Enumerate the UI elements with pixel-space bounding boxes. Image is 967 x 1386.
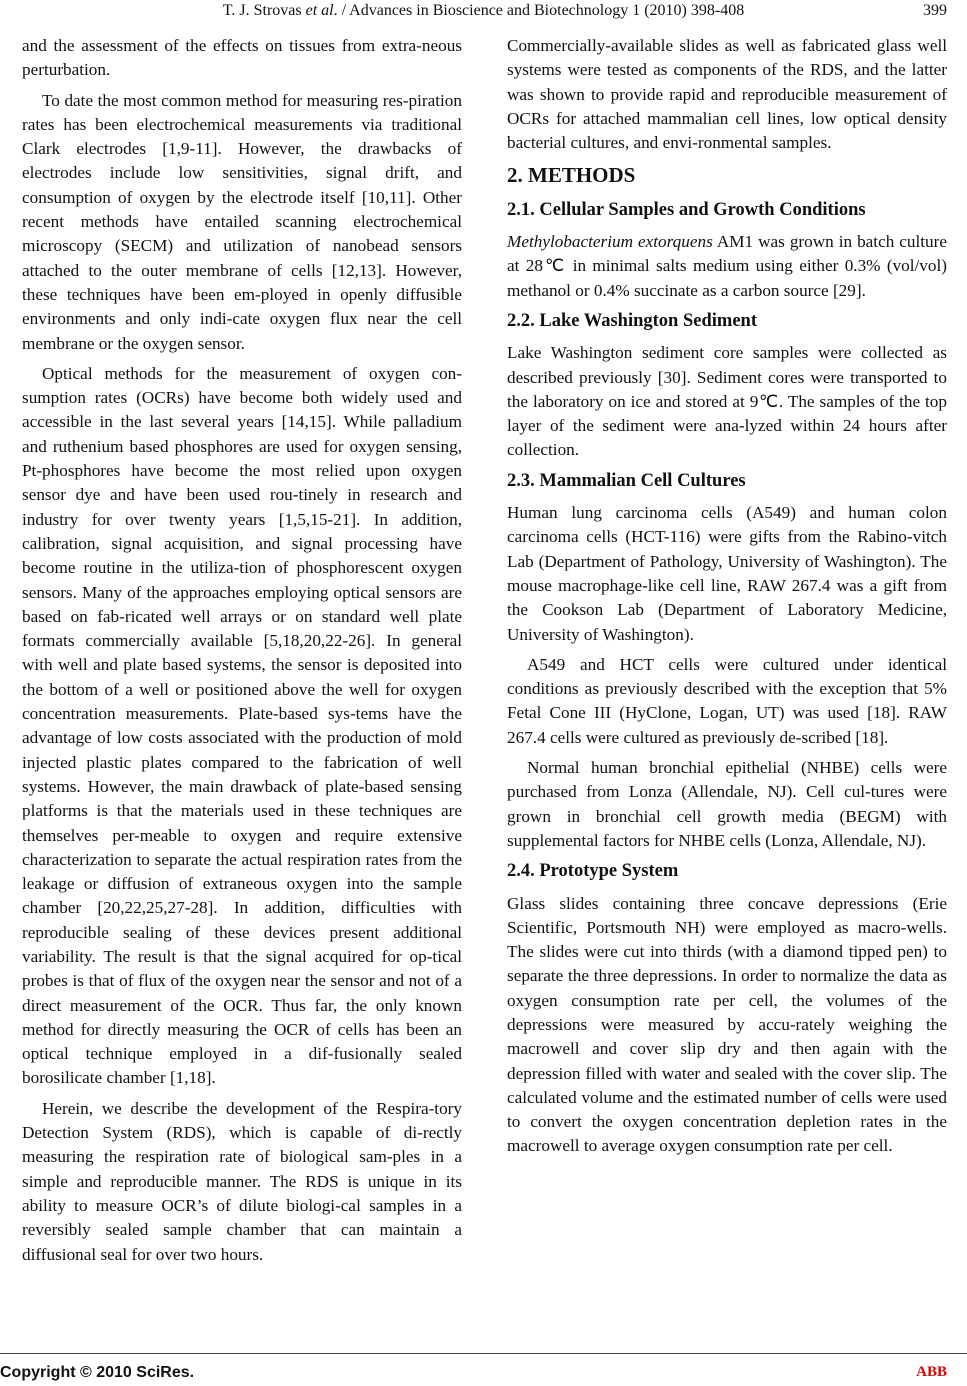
paragraph: Optical methods for the measurement of oxygen con-sumption rates (OCRs) have become both widely used and accessible in the last several years [14,15]. While palladium and ruthenium based phosphores are used for oxygen sensing, Pt-phosphores have become the most relied upon oxygen sensor dye and have been used rou-tinely in research and industry for over twenty years [1,5,15-21]. In addition, calibration, signal acquisition, and signal processing have become routine in the utiliza-tion of phosphorescent oxygen sensors. Many of the approaches employing optical sensors are based on fab-ricated well arrays or on standard well plate formats commercially available [5,18,20,22-26]. In general with well and plate based systems, the sensor is deposited into the bottom of a well or positioned above the well for oxygen concentration measurements. Plate-based sys-tems have the advantage of low costs associated with the production of mold injected plastic plates compared to the fabrication of well systems. However, the main drawback of plate-based sensing platforms is that the materials used in these techniques are themselves per-meable to oxygen and require extensive characterization to separate the actual respiration rates from the leakage or diffusion of extraneous oxygen into the sample chamber [20,22,25,27-28]. In addition, difficulties with reproducible sealing of these devices present additional variability. The result is that the signal acquired for op-tical probes is that of flux of the oxygen near the sensor and not of a direct measurement of the OCR. Thus far, the only known method for directly measuring the OCR of cells has been an optical technique employed in a dif-fusionally sealed borosilicate chamber [1,18].: [22, 363, 462, 1088]
header-authors: T. J. Strovas: [222, 2, 302, 19]
header-journal: . / Advances in Bioscience and Biotechnology 1 (2010) 398-408: [333, 2, 745, 19]
paragraph: Glass slides containing three concave depressions (Erie Scientific, Portsmouth NH) were employed as macro-wells. The slides were cut into thirds (with a diamond tipped pen) to separate the three depressions. In order to normalize the data as oxygen consumption rate per cell, the volumes of the depressions were measured by accu-rately weighing the macrowell and cover slip dry and then again with the depression filled with water and sealed with the cover slip. The calculated volume and the estimated number of cells were used to convert the oxygen concentration depletion rates in the macrowell to average oxygen consumption rate per cell.: [507, 893, 947, 1156]
paragraph: A549 and HCT cells were cultured under identical conditions as previously described with the exception that 5% Fetal Cone III (HyClone, Logan, UT) was used [18]. RAW 267.4 cells were cultured as previously de-scribed [18].: [507, 654, 947, 747]
paragraph: [507, 230, 947, 303]
paragraph: To date the most common method for measuring res-piration rates has been electrochemical measurements via traditional Clark electrodes [1,9-11]. However, the drawbacks of electrodes include low sensitivities, signal drift, and consumption of oxygen by the electrode itself [10,11]. Other recent methods have entailed scanning electrochemical microscopy (SECM) and utilization of nanobead sensors attached to the outer membrane of cells [12,13]. However, these techniques have been em-ployed in openly diffusible environments and only indi-cate oxygen flux near the cell membrane or the oxygen sensor.: [22, 90, 462, 353]
subsection-heading: 2.4. Prototype System: [507, 861, 679, 882]
subsection-heading: 2.3. Mammalian Cell Cultures: [507, 470, 746, 491]
right-column: [507, 34, 947, 1165]
journal-abbreviation: ABB: [916, 1364, 947, 1380]
footer-rule: [0, 1353, 967, 1354]
running-header: [0, 2, 967, 20]
subsection-heading: 2.2. Lake Washington Sediment: [507, 310, 757, 331]
paragraph: and the assessment of the effects on tissues from extra-neous perturbation.: [22, 36, 462, 80]
left-column: [22, 34, 462, 1273]
section-heading: 2. METHODS: [507, 163, 636, 188]
paragraph: Commercially-available slides as well as fabricated glass well systems were tested as components of the RDS, and the latter was shown to provide rapid and reproducible measurement of OCRs for attached mammalian cell lines, low optical density bacterial cultures, and envi-ronmental samples.: [507, 36, 947, 153]
page-number: 399: [923, 2, 947, 19]
paragraph: Human lung carcinoma cells (A549) and human colon carcinoma cells (HCT-116) were gifts from the Rabino-vitch Lab (Department of Pathology, University of Washington). The mouse macrophage-like cell line, RAW 267.4 was a gift from the Cookson Lab (Department of Laboratory Medicine, University of Washington).: [507, 503, 947, 644]
copyright: Copyright © 2010 SciRes.: [0, 1364, 195, 1381]
paragraph: Herein, we describe the development of the Respira-tory Detection System (RDS), which is capable of di-rectly measuring the respiration rate of biological sam-ples in a simple and reproducible manner. The RDS is unique in its ability to measure OCR’s of dilute biologi-cal samples in a reversibly sealed sample chamber that can maintain a diffusional seal for over two hours.: [22, 1098, 462, 1264]
header-etal: et al: [305, 2, 334, 19]
paragraph: Lake Washington sediment core samples were collected as described previously [30]. Sediment cores were transported to the laboratory on ice and stored at 9℃. The samples of the top layer of the sediment were ana-lyzed within 24 hours after collection.: [507, 343, 947, 460]
paragraph: Normal human bronchial epithelial (NHBE) cells were purchased from Lonza (Allendale, NJ). Cell cul-tures were grown in bronchial cell growth media (BEGM) with supplemental factors for NHBE cells (Lonza, Allendale, NJ).: [507, 758, 947, 850]
species-name: Methylobacterium extorquens: [507, 232, 713, 252]
paragraph-text: AM1 was grown in batch culture at 28℃ in minimal salts medium using either 0.3% (vol/vol) methanol or 0.4% succinate as a carbon source [29].: [507, 232, 948, 300]
subsection-heading: 2.1. Cellular Samples and Growth Conditions: [507, 199, 866, 220]
